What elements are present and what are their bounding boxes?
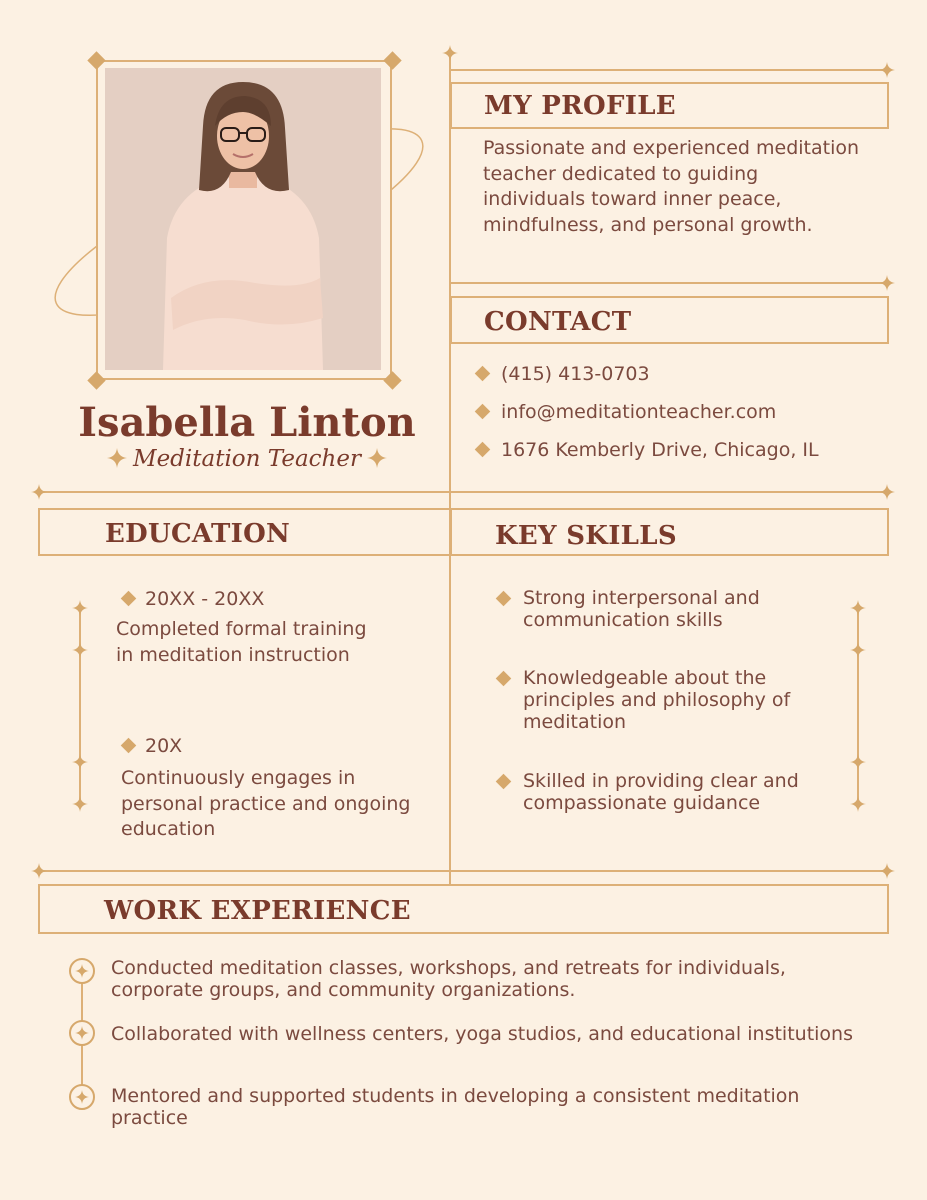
contact-title: CONTACT <box>484 307 632 337</box>
sparkle-icon <box>31 484 47 500</box>
sparkle-icon <box>367 448 387 468</box>
sparkle-icon <box>850 754 866 770</box>
my-profile-title: MY PROFILE <box>484 91 676 121</box>
middle-divider-line <box>38 491 887 493</box>
work-experience-title: WORK EXPERIENCE <box>104 896 411 926</box>
sparkle-circle-icon <box>69 958 95 984</box>
role-text: Meditation Teacher <box>133 446 361 472</box>
sparkle-icon <box>442 45 458 61</box>
sparkle-icon <box>72 600 88 616</box>
skill-item-3: Skilled in providing clear and compassionate guidance <box>523 770 799 814</box>
sparkle-icon <box>72 796 88 812</box>
sparkle-circle-icon <box>69 1084 95 1110</box>
sparkle-icon <box>879 275 895 291</box>
key-skills-title: KEY SKILLS <box>495 521 677 551</box>
work-divider-line <box>38 870 887 872</box>
sparkle-icon <box>850 796 866 812</box>
profile-top-line <box>450 69 887 71</box>
sparkle-icon <box>107 448 127 468</box>
sparkle-circle-icon <box>69 1020 95 1046</box>
person-role <box>0 446 494 472</box>
center-divider-line <box>449 52 451 884</box>
sparkle-icon <box>31 863 47 879</box>
education-title: EDUCATION <box>105 519 291 549</box>
contact-address: 1676 Kemberly Drive, Chicago, IL <box>501 439 819 461</box>
education-period-2: 20X <box>145 735 183 757</box>
person-name: Isabella Linton <box>78 399 416 446</box>
work-item-3: Mentored and supported students in developing a consistent meditation practice <box>111 1085 800 1129</box>
work-item-1: Conducted meditation classes, workshops, and retreats for individuals, corporate groups, and community organizations. <box>111 957 786 1001</box>
education-timeline-line <box>79 608 81 806</box>
education-text-2: Continuously engages in personal practice and ongoing education <box>121 767 411 840</box>
sparkle-icon <box>72 642 88 658</box>
contact-phone: (415) 413-0703 <box>501 363 650 385</box>
contact-email: info@meditationteacher.com <box>501 401 777 423</box>
my-profile-text: Passionate and experienced meditation teacher dedicated to guiding individuals toward inner peace, mindfulness, and personal growth. <box>483 137 860 236</box>
sparkle-icon <box>850 642 866 658</box>
sparkle-icon <box>879 863 895 879</box>
sparkle-icon <box>879 484 895 500</box>
education-period-1: 20XX - 20XX <box>145 588 265 610</box>
education-text-1: Completed formal training in meditation instruction <box>116 618 367 666</box>
contact-top-line <box>450 282 887 284</box>
skill-item-2: Knowledgeable about the principles and philosophy of meditation <box>523 667 791 733</box>
work-item-2: Collaborated with wellness centers, yoga studios, and educational institutions <box>111 1023 853 1045</box>
sparkle-icon <box>72 754 88 770</box>
sparkle-icon <box>850 600 866 616</box>
portrait-photo <box>105 68 381 370</box>
sparkle-icon <box>879 62 895 78</box>
skill-item-1: Strong interpersonal and communication skills <box>523 587 760 631</box>
skills-timeline-line <box>857 608 859 806</box>
